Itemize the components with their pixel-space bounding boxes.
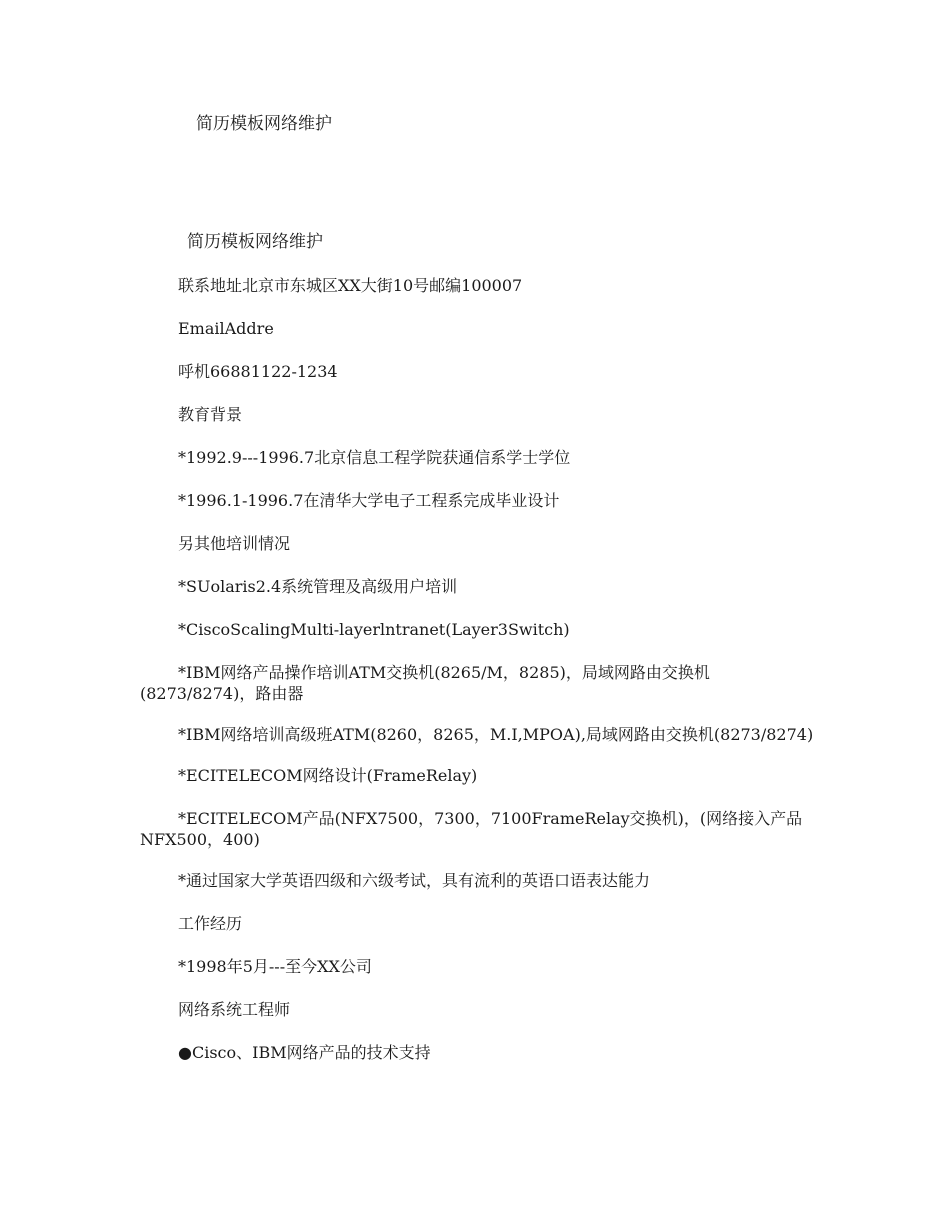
- contact-address: 联系地址北京市东城区XX大街10号邮编100007: [178, 276, 523, 295]
- training-item: *IBM网络培训高级班ATM(8260，8265，M.I,MPOA),局域网路由交换机(8273/8274): [178, 725, 814, 744]
- education-item: *1992.9---1996.7北京信息工程学院获通信系学士学位: [178, 448, 571, 467]
- education-item: *1996.1-1996.7在清华大学电子工程系完成毕业设计: [178, 491, 560, 510]
- work-item: *1998年5月---至今XX公司: [178, 957, 372, 976]
- work-heading: 工作经历: [178, 914, 243, 933]
- email-line: EmailAddre: [178, 319, 274, 338]
- training-item: *CiscoScalingMulti-layerlntranet(Layer3Switch): [178, 620, 570, 639]
- training-item: *ECITELECOM产品(NFX7500，7300，7100FrameRelay交换机)，(网络接入产品NFX500，400): [140, 809, 803, 849]
- pager-line: 呼机66881122-1234: [178, 362, 338, 381]
- work-duty-item: ●Cisco、IBM网络产品的技术支持: [178, 1043, 431, 1062]
- work-role: 网络系统工程师: [178, 1000, 291, 1019]
- page-header-title: 简历模板网络维护: [196, 114, 332, 134]
- training-item: *SUolaris2.4系统管理及高级用户培训: [178, 577, 458, 596]
- resume-heading: 简历模板网络维护: [187, 232, 323, 252]
- training-item: *通过国家大学英语四级和六级考试，具有流利的英语口语表达能力: [178, 871, 651, 890]
- training-heading: 另其他培训情况: [178, 534, 291, 553]
- training-item: *ECITELECOM网络设计(FrameRelay): [178, 766, 478, 785]
- training-item: *IBM网络产品操作培训ATM交换机(8265/M，8285)，局域网路由交换机(8273/8274)，路由器: [140, 663, 710, 703]
- education-heading: 教育背景: [178, 405, 243, 424]
- resume-body: [140, 232, 820, 1085]
